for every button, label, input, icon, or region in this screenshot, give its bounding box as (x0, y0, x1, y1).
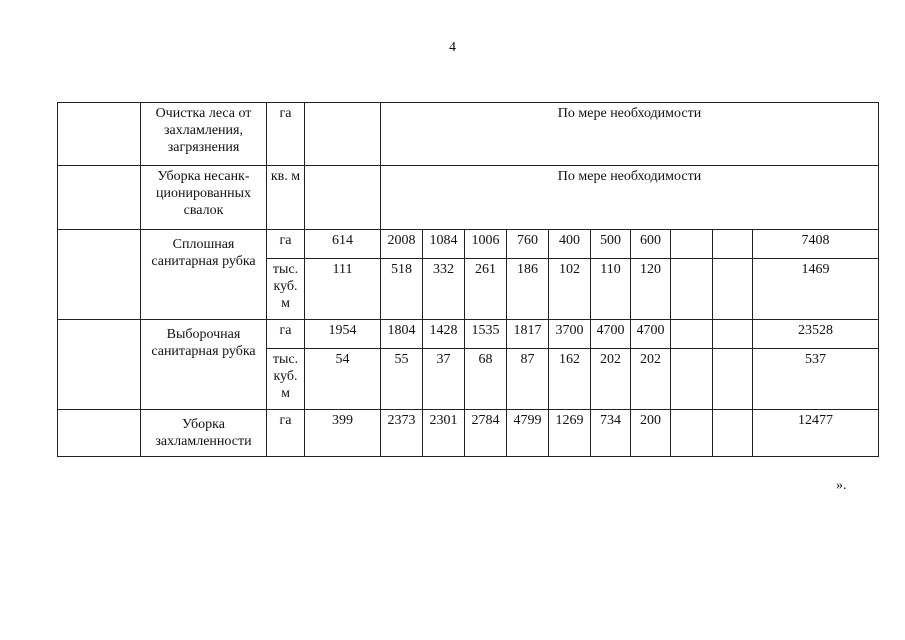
year-value-cell: 1535 (465, 320, 507, 349)
table-row (58, 230, 879, 259)
table-row (58, 103, 879, 166)
empty-cell (58, 103, 141, 166)
year-value-cell: 2008 (381, 230, 423, 259)
year-value-cell (713, 230, 753, 259)
year-value-cell: 1269 (549, 410, 591, 457)
base-value-cell (305, 103, 381, 166)
year-value-cell (671, 230, 713, 259)
empty-cell (58, 320, 141, 410)
year-value-cell: 2301 (423, 410, 465, 457)
year-value-cell: 68 (465, 349, 507, 410)
as-needed-cell: По мере необходимости (381, 166, 879, 230)
year-value-cell: 102 (549, 259, 591, 320)
year-value-cell (671, 259, 713, 320)
unit-cell: га (267, 320, 305, 349)
unit-cell: тыс. куб. м (267, 349, 305, 410)
unit-cell: га (267, 103, 305, 166)
work-name-cell: Уборка несанк-ционированных свалок (141, 166, 267, 230)
year-value-cell: 1817 (507, 320, 549, 349)
year-value-cell: 162 (549, 349, 591, 410)
year-value-cell: 186 (507, 259, 549, 320)
year-value-cell: 87 (507, 349, 549, 410)
year-value-cell: 110 (591, 259, 631, 320)
total-value-cell: 23528 (753, 320, 879, 349)
year-value-cell: 600 (631, 230, 671, 259)
table-row (58, 166, 879, 230)
unit-cell: кв. м (267, 166, 305, 230)
unit-cell: га (267, 230, 305, 259)
year-value-cell (713, 349, 753, 410)
year-value-cell: 518 (381, 259, 423, 320)
year-value-cell: 1804 (381, 320, 423, 349)
work-name-cell: Сплошная санитарная рубка (141, 230, 267, 320)
base-value-cell: 399 (305, 410, 381, 457)
year-value-cell: 200 (631, 410, 671, 457)
table-row (58, 410, 879, 457)
data-table (57, 102, 879, 457)
empty-cell (58, 230, 141, 320)
year-value-cell (671, 320, 713, 349)
year-value-cell: 55 (381, 349, 423, 410)
table-row (58, 320, 879, 349)
empty-cell (58, 166, 141, 230)
year-value-cell: 3700 (549, 320, 591, 349)
year-value-cell: 202 (591, 349, 631, 410)
base-value-cell: 1954 (305, 320, 381, 349)
year-value-cell: 4799 (507, 410, 549, 457)
work-name-cell: Выборочная санитарная рубка (141, 320, 267, 410)
total-value-cell: 12477 (753, 410, 879, 457)
year-value-cell: 1006 (465, 230, 507, 259)
year-value-cell (671, 349, 713, 410)
year-value-cell (713, 259, 753, 320)
year-value-cell (713, 320, 753, 349)
year-value-cell: 2784 (465, 410, 507, 457)
year-value-cell: 120 (631, 259, 671, 320)
year-value-cell: 37 (423, 349, 465, 410)
base-value-cell: 111 (305, 259, 381, 320)
unit-cell: тыс. куб. м (267, 259, 305, 320)
year-value-cell: 400 (549, 230, 591, 259)
as-needed-cell: По мере необходимости (381, 103, 879, 166)
total-value-cell: 1469 (753, 259, 879, 320)
year-value-cell: 332 (423, 259, 465, 320)
base-value-cell (305, 166, 381, 230)
work-name-cell: Уборка захламленности (141, 410, 267, 457)
year-value-cell: 202 (631, 349, 671, 410)
empty-cell (58, 410, 141, 457)
year-value-cell: 4700 (631, 320, 671, 349)
unit-cell: га (267, 410, 305, 457)
year-value-cell: 261 (465, 259, 507, 320)
year-value-cell (713, 410, 753, 457)
work-name-cell: Очистка леса от захламления, загрязнения (141, 103, 267, 166)
year-value-cell: 734 (591, 410, 631, 457)
base-value-cell: 614 (305, 230, 381, 259)
closing-quote-mark: ». (836, 478, 847, 493)
base-value-cell: 54 (305, 349, 381, 410)
year-value-cell: 4700 (591, 320, 631, 349)
page-number: 4 (449, 40, 456, 55)
year-value-cell: 500 (591, 230, 631, 259)
total-value-cell: 7408 (753, 230, 879, 259)
year-value-cell: 1428 (423, 320, 465, 349)
year-value-cell (671, 410, 713, 457)
year-value-cell: 760 (507, 230, 549, 259)
year-value-cell: 2373 (381, 410, 423, 457)
total-value-cell: 537 (753, 349, 879, 410)
year-value-cell: 1084 (423, 230, 465, 259)
